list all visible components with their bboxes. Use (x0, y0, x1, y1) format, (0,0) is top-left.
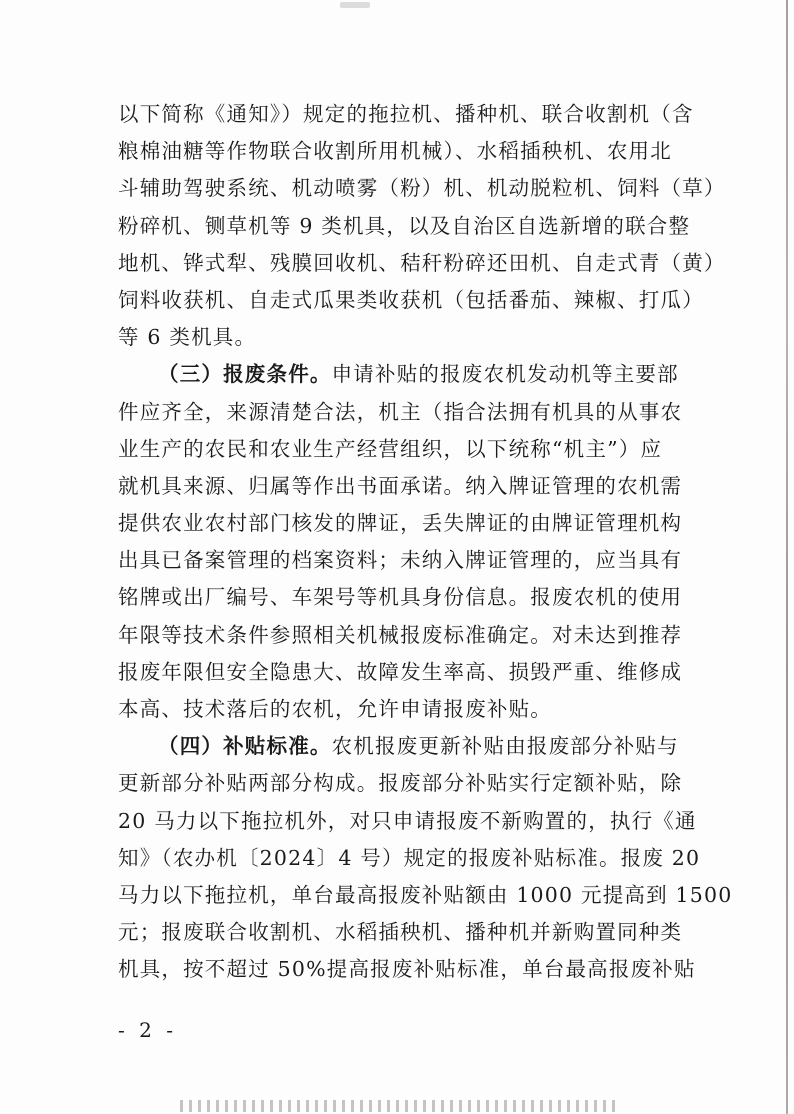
text-line: 粮棉油糖等作物联合收割所用机械）、水稻插秧机、农用北 (118, 139, 672, 164)
text-line: 知》（农办机〔2024〕4 号）规定的报废补贴标准。报废 20 (118, 845, 701, 870)
text-line: 就机具来源、归属等作出书面承诺。纳入牌证管理的农机需 (118, 473, 683, 498)
scan-artifact-top (340, 2, 370, 8)
text-line: 等 6 类机具。 (118, 325, 257, 350)
text-line: 地机、铧式犁、残膜回收机、秸秆粉碎还田机、自走式青（黄） (118, 250, 726, 275)
text-line: 铭牌或出厂编号、车架号等机具身份信息。报废农机的使用 (118, 585, 683, 610)
text-line: 报废年限但安全隐患大、故障发生率高、损毁严重、维修成 (118, 659, 683, 684)
scan-artifact-bottom (180, 1100, 620, 1112)
scan-artifact-edge (786, 0, 788, 1114)
text-line: 斗辅助驾驶系统、机动喷雾（粉）机、机动脱粒机、饲料（草） (118, 176, 726, 201)
text-line: 本高、技术落后的农机，允许申请报废补贴。 (118, 697, 552, 721)
text-line: 出具已备案管理的档案资料；未纳入牌证管理的，应当具有 (118, 548, 683, 573)
text-line: 饲料收获机、自走式瓜果类收获机（包括番茄、辣椒、打瓜） (118, 287, 704, 312)
text-line: 业生产的农民和农业生产经营组织，以下统称“机主”）应 (118, 436, 663, 461)
text-line: 件应齐全，来源清楚合法，机主（指合法拥有机具的从事农 (118, 399, 683, 424)
section-heading-3: （三）报废条件。 (158, 362, 332, 387)
text-line: 粉碎机、铡草机等 9 类机具，以及自治区自选新增的联合整 (118, 213, 691, 238)
text-line: 年限等技术条件参照相关机械报废标准确定。对未达到推荐 (118, 622, 683, 647)
text-line: 马力以下拖拉机，单台最高报废补贴额由 1000 元提高到 1500 (118, 882, 733, 907)
section-heading-4: （四）补贴标准。 (158, 734, 332, 759)
paragraph-first-line (118, 728, 688, 765)
text-line: 20 马力以下拖拉机外，对只申请报废不新购置的，执行《通 (118, 808, 697, 833)
paragraph-first-line (118, 356, 688, 393)
text-line: 机具，按不超过 50%提高报废补贴标准，单台最高报废补贴 (118, 957, 696, 982)
text-span: 申请补贴的报废农机发动机等主要部 (331, 362, 679, 387)
text-line: 元；报废联合收割机、水稻插秧机、播种机并新购置同种类 (118, 920, 683, 945)
document-body (118, 96, 733, 989)
text-span: 农机报废更新补贴由报废部分补贴与 (331, 734, 679, 759)
text-line: 以下简称《通知》）规定的拖拉机、播种机、联合收割机（含 (118, 102, 694, 126)
text-line: 提供农业农村部门核发的牌证，丢失牌证的由牌证管理机构 (118, 511, 683, 536)
page-number: - 2 - (118, 1018, 177, 1042)
text-line: 更新部分补贴两部分构成。报废部分补贴实行定额补贴，除 (118, 771, 683, 796)
